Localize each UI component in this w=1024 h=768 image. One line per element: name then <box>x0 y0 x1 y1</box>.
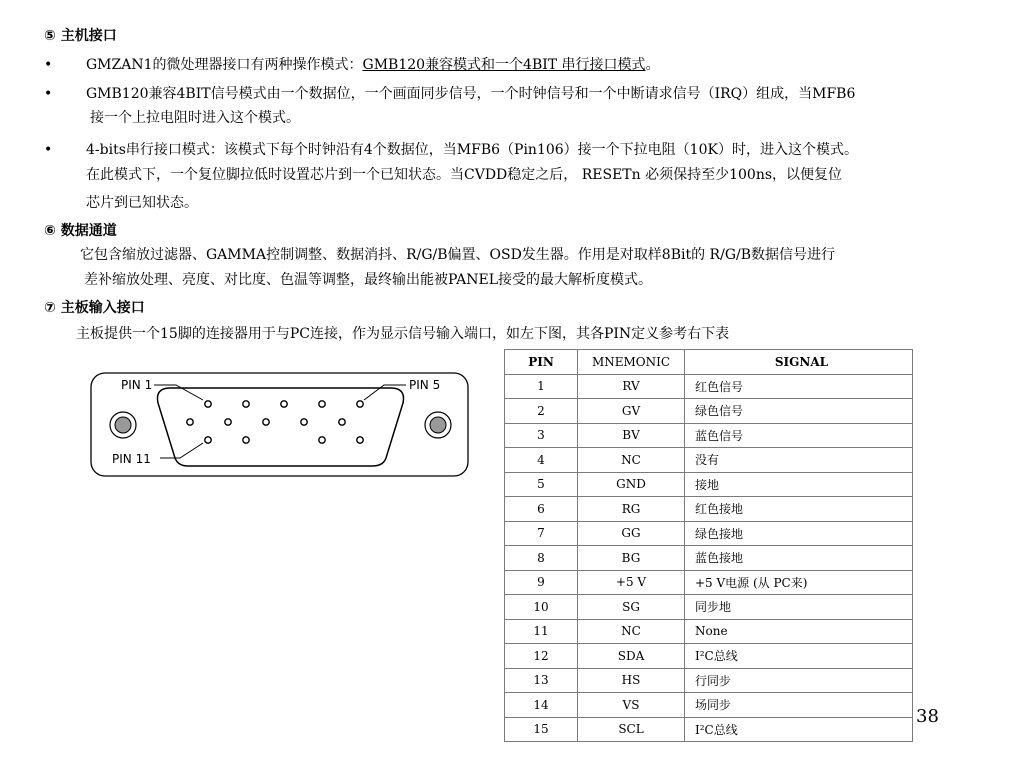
page-number: 38 <box>916 706 939 727</box>
cell-signal: 同步地 <box>685 595 913 620</box>
table-row <box>505 693 913 718</box>
cell-mnemonic: RV <box>578 374 685 399</box>
cell-mnemonic: GG <box>578 521 685 546</box>
cell-mnemonic: BG <box>578 546 685 571</box>
cell-pin: 14 <box>505 693 578 718</box>
cell-pin: 15 <box>505 717 578 742</box>
d-sub-outline <box>158 388 404 466</box>
cell-mnemonic: HS <box>578 668 685 693</box>
bullet-3-line-1: 4-bits串行接口模式：该模式下每个时钟沿有4个数据位，当MFB6（Pin106）接一个下拉电阻（10K）时，进入这个模式。 <box>86 142 858 158</box>
section-7-heading: ⑦ 主板输入接口 <box>44 300 145 316</box>
vga-connector-diagram <box>88 370 478 485</box>
cell-signal: 绿色信号 <box>685 399 913 424</box>
column-header-pin: PIN <box>505 350 578 375</box>
bullet-3-line-3: 芯片到已知状态。 <box>86 195 198 211</box>
table-body <box>505 374 913 742</box>
table-row <box>505 472 913 497</box>
cell-signal: 红色接地 <box>685 497 913 522</box>
cell-pin: 13 <box>505 668 578 693</box>
column-header-signal: SIGNAL <box>685 350 913 375</box>
bullet-marker: • <box>44 86 53 102</box>
cell-mnemonic: NC <box>578 619 685 644</box>
table-row <box>505 497 913 522</box>
pin-5-label: PIN 5 <box>409 378 441 392</box>
bullet-1-prefix: GMZAN1的微处理器接口有两种操作模式： <box>86 57 363 73</box>
column-header-mnemonic: MNEMONIC <box>578 350 685 375</box>
cell-pin: 11 <box>505 619 578 644</box>
cell-pin: 1 <box>505 374 578 399</box>
bullet-2-line-2: 接一个上拉电阻时进入这个模式。 <box>90 110 300 126</box>
bullet-1-text <box>86 55 660 75</box>
table-row <box>505 399 913 424</box>
cell-pin: 12 <box>505 644 578 669</box>
bullet-1-underlined: GMB120兼容模式和一个4BIT 串行接口模式 <box>362 57 646 73</box>
cell-signal: I²C总线 <box>685 644 913 669</box>
pin-definition-table <box>504 349 913 742</box>
cell-pin: 9 <box>505 570 578 595</box>
cell-signal: 场同步 <box>685 693 913 718</box>
cell-pin: 7 <box>505 521 578 546</box>
cell-mnemonic: +5 V <box>578 570 685 595</box>
table-row <box>505 668 913 693</box>
cell-signal: 蓝色信号 <box>685 423 913 448</box>
table-header-row <box>505 350 913 375</box>
cell-mnemonic: SG <box>578 595 685 620</box>
cell-pin: 3 <box>505 423 578 448</box>
table-row <box>505 619 913 644</box>
pin-1-label: PIN 1 <box>121 378 153 392</box>
cell-signal: I²C总线 <box>685 717 913 742</box>
section-7-line-1: 主板提供一个15脚的连接器用于与PC连接，作为显示信号输入端口，如左下图，其各PIN定义参考右下表 <box>76 326 730 342</box>
cell-pin: 5 <box>505 472 578 497</box>
bullet-2-line-1: GMB120兼容4BIT信号模式由一个数据位，一个画面同步信号，一个时钟信号和一个中断请求信号（IRQ）组成，当MFB6 <box>86 86 856 102</box>
bullet-1-suffix: 。 <box>645 57 660 73</box>
cell-mnemonic: SCL <box>578 717 685 742</box>
section-6-line-1: 它包含缩放过滤器、GAMMA控制调整、数据消抖、R/G/B偏置、OSD发生器。作用是对取样8Bit的 R/G/B数据信号进行 <box>80 247 836 263</box>
pin-holes <box>187 401 363 443</box>
section-6-heading: ⑥ 数据通道 <box>44 223 117 239</box>
pin-11-label: PIN 11 <box>112 452 151 466</box>
table-row <box>505 570 913 595</box>
cell-mnemonic: BV <box>578 423 685 448</box>
cell-signal: +5 V电源 (从 PC来) <box>685 570 913 595</box>
cell-pin: 4 <box>505 448 578 473</box>
bullet-marker: • <box>44 142 53 158</box>
cell-mnemonic: NC <box>578 448 685 473</box>
cell-mnemonic: RG <box>578 497 685 522</box>
table-row <box>505 717 913 742</box>
mounting-hole-right <box>425 412 451 438</box>
cell-mnemonic: VS <box>578 693 685 718</box>
table-row <box>505 521 913 546</box>
cell-signal: 蓝色接地 <box>685 546 913 571</box>
section-5-heading: ⑤ 主机接口 <box>44 28 117 44</box>
cell-signal: None <box>685 619 913 644</box>
cell-signal: 没有 <box>685 448 913 473</box>
cell-pin: 6 <box>505 497 578 522</box>
table-row <box>505 374 913 399</box>
cell-mnemonic: SDA <box>578 644 685 669</box>
mounting-hole-left <box>110 412 136 438</box>
cell-pin: 2 <box>505 399 578 424</box>
table-row <box>505 595 913 620</box>
table-row <box>505 448 913 473</box>
table-row <box>505 423 913 448</box>
cell-signal: 绿色接地 <box>685 521 913 546</box>
cell-mnemonic: GV <box>578 399 685 424</box>
cell-signal: 接地 <box>685 472 913 497</box>
bullet-marker: • <box>44 57 53 73</box>
section-6-line-2: 差补缩放处理、亮度、对比度、色温等调整，最终输出能被PANEL接受的最大解析度模式。 <box>84 272 653 288</box>
cell-pin: 8 <box>505 546 578 571</box>
cell-pin: 10 <box>505 595 578 620</box>
bullet-3-line-2: 在此模式下，一个复位脚拉低时设置芯片到一个已知状态。当CVDD稳定之后， RESETn 必须保持至少100ns，以便复位 <box>86 167 843 183</box>
cell-signal: 红色信号 <box>685 374 913 399</box>
cell-signal: 行同步 <box>685 668 913 693</box>
cell-mnemonic: GND <box>578 472 685 497</box>
table-row <box>505 546 913 571</box>
table-row <box>505 644 913 669</box>
